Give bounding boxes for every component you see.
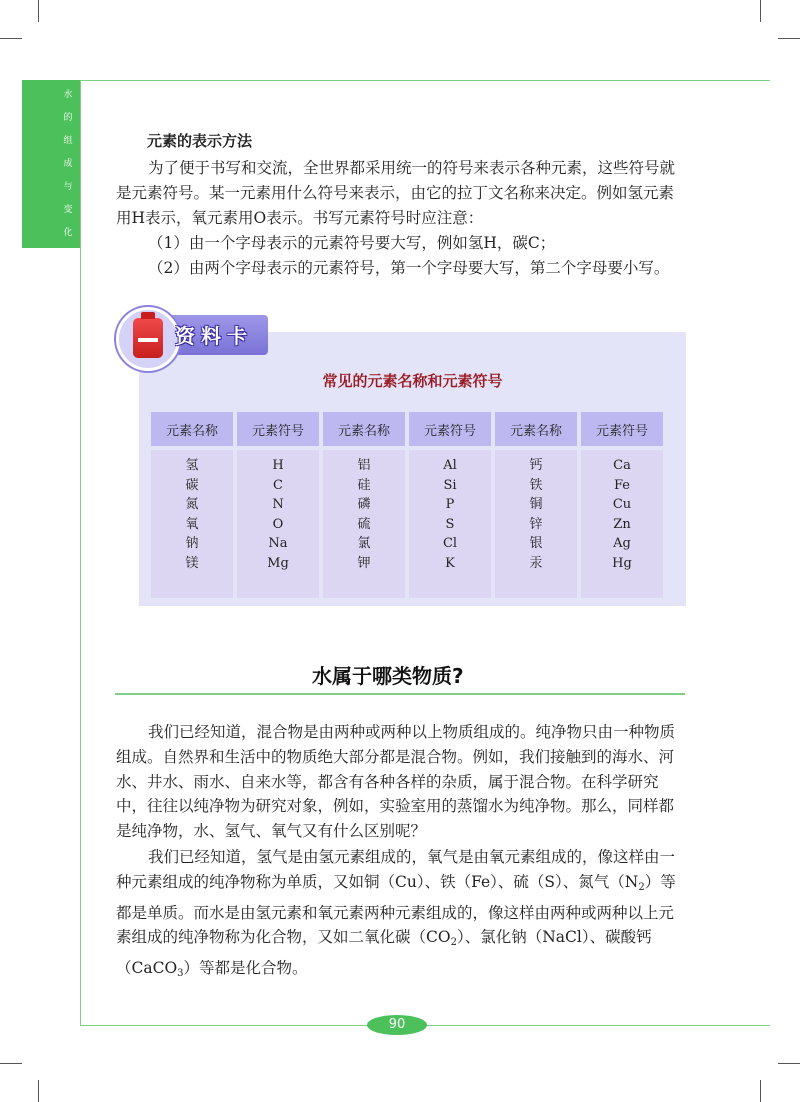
side-tab-char: 变 xyxy=(63,205,73,215)
element-symbol: Hg xyxy=(612,555,632,571)
element-name: 汞 xyxy=(529,555,543,571)
element-name: 氢 xyxy=(185,458,199,473)
crop-mark xyxy=(0,38,22,39)
table-header-row xyxy=(151,412,663,446)
element-symbol: Cu xyxy=(612,497,632,513)
crop-mark xyxy=(778,1063,800,1064)
element-name: 银 xyxy=(529,536,543,552)
side-tab-char: 的 xyxy=(63,113,73,123)
column-header: 元素名称 xyxy=(495,412,577,446)
side-tab-char: 成 xyxy=(63,159,73,169)
rule-item-1: （1）由一个字母表示的元素符号要大写，例如氢H，碳C； xyxy=(148,234,556,252)
folder-icon-tab xyxy=(141,312,155,319)
element-name-column xyxy=(151,446,233,598)
column-header: 元素符号 xyxy=(237,412,319,446)
element-symbol: Mg xyxy=(267,555,289,571)
folder-icon xyxy=(133,318,163,358)
table-row xyxy=(151,446,663,598)
element-symbol: P xyxy=(445,497,455,513)
element-name: 钾 xyxy=(357,555,371,571)
crop-mark xyxy=(778,38,800,39)
element-name: 锌 xyxy=(529,516,543,532)
element-symbol: Al xyxy=(443,458,457,473)
page-frame-top xyxy=(80,80,770,81)
element-symbol: C xyxy=(273,477,283,493)
mixture-paragraph: 我们已经知道，混合物是由两种或两种以上物质组成的。纯净物只由一种物质组成。自然界和生活中的物质绝大部分都是混合物。例如，我们接触到的海水、河水、井水、雨水、自来水等，都含有各种各样的杂质，属于混合物。在科学研究中，往往以纯净物为研究对象，例如，实验室用的蒸馏水为纯净物。那么，同样都是纯净物，水、氢气、氧气又有什么区别呢？ xyxy=(116,723,676,841)
element-symbol: Cl xyxy=(442,536,458,552)
element-symbol: N xyxy=(272,497,284,513)
crop-mark xyxy=(760,1080,761,1102)
compound-text-part: ）等都是化合物。 xyxy=(183,959,308,978)
element-name: 磷 xyxy=(357,497,371,513)
element-table xyxy=(147,412,667,598)
crop-mark xyxy=(38,0,39,22)
compound-text-part: ）等都是单质。而水是由氢元素和氧元素两种元素组成的，像这样由两种或两种以上元素组成的纯净物称为化合物，又如二氧化碳（CO xyxy=(116,872,676,947)
column-header: 元素符号 xyxy=(581,412,663,446)
subscript-caco3: 3 xyxy=(177,968,184,980)
element-symbol: Zn xyxy=(613,516,631,532)
element-name: 铁 xyxy=(529,477,543,493)
intro-paragraph: 为了便于书写和交流，全世界都采用统一的符号来表示各种元素，这些符号就是元素符号。某一元素用什么符号来表示，由它的拉丁文名称来决定。例如氢元素用H表示，氧元素用O表示。书写元素符号时应注意： xyxy=(116,159,676,227)
column-header: 元素符号 xyxy=(409,412,491,446)
chapter-side-tab-text xyxy=(62,84,74,245)
column-header: 元素名称 xyxy=(151,412,233,446)
element-name: 氧 xyxy=(185,516,199,532)
element-symbol: Ag xyxy=(613,536,631,552)
folder-icon-line xyxy=(138,338,158,342)
compound-text-part: 我们已经知道，氢气是由氢元素组成的，氧气是由氧元素组成的，像这样由一种元素组成的纯净物称为单质，又如铜（Cu）、铁（Fe）、硫（S）、氮气（N xyxy=(116,848,676,891)
element-name: 碳 xyxy=(185,477,199,493)
page-number: 90 xyxy=(367,1015,427,1035)
element-symbol: Ca xyxy=(613,458,631,473)
column-header: 元素名称 xyxy=(323,412,405,446)
data-card-badge-label: 资料卡 xyxy=(175,324,253,348)
crop-mark xyxy=(0,1063,22,1064)
element-symbol-column xyxy=(409,446,491,598)
element-name: 硫 xyxy=(357,516,371,532)
element-name: 镁 xyxy=(185,555,199,571)
rule-item-2: （2）由两个字母表示的元素符号，第一个字母要大写，第二个字母要小写。 xyxy=(148,259,670,277)
element-name: 铝 xyxy=(357,458,371,473)
side-tab-char: 组 xyxy=(63,136,73,146)
compound-text-part: ）、氯化钠（NaCl）、碳酸钙（CaCO xyxy=(116,928,652,978)
data-card-icon-circle xyxy=(116,307,180,371)
element-name-column xyxy=(323,446,405,598)
side-tab-char: 水 xyxy=(63,90,73,100)
element-symbol-column xyxy=(581,446,663,598)
subscript-co2: 2 xyxy=(450,937,457,949)
element-table-title: 常见的元素名称和元素符号 xyxy=(322,372,503,390)
side-tab-char: 化 xyxy=(63,228,73,238)
section-heading-water-classification: 水属于哪类物质? xyxy=(312,664,464,688)
compound-paragraph xyxy=(116,845,689,987)
element-name-column xyxy=(495,446,577,598)
heading-underline xyxy=(115,693,685,695)
page-frame-left xyxy=(80,80,81,1025)
element-name: 铜 xyxy=(529,497,543,513)
element-name: 硅 xyxy=(357,477,371,493)
element-symbol: H xyxy=(272,458,284,473)
element-symbol: Si xyxy=(443,477,457,493)
crop-mark xyxy=(760,0,761,22)
side-tab-char: 与 xyxy=(63,182,73,192)
subscript-n2: 2 xyxy=(638,881,645,893)
element-symbol: O xyxy=(272,516,284,532)
crop-mark xyxy=(38,1080,39,1102)
element-symbol: S xyxy=(445,516,455,532)
element-symbol: Fe xyxy=(613,477,630,493)
element-symbol: Na xyxy=(268,536,288,552)
element-name: 钙 xyxy=(529,458,543,473)
element-name: 氮 xyxy=(185,497,199,513)
element-name: 钠 xyxy=(185,536,199,552)
element-symbol: K xyxy=(445,555,455,571)
element-symbol-column xyxy=(237,446,319,598)
section-heading-element-symbols: 元素的表示方法 xyxy=(147,132,253,150)
element-name: 氯 xyxy=(357,536,371,552)
